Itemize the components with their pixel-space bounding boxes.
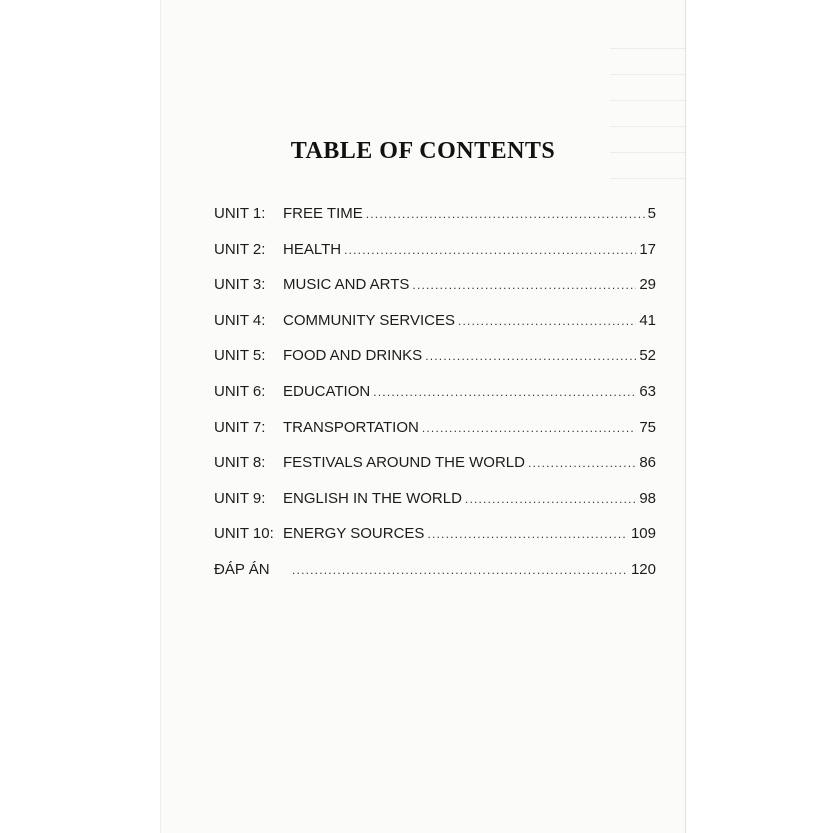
unit-title: HEALTH bbox=[283, 240, 342, 258]
unit-number: ĐÁP ÁN bbox=[214, 560, 270, 578]
page-number: 63 bbox=[639, 382, 656, 400]
page-title: TABLE OF CONTENTS bbox=[290, 138, 556, 164]
unit-title: EDUCATION bbox=[283, 382, 371, 400]
page-number: 109 bbox=[630, 525, 656, 543]
dot-leader bbox=[528, 456, 636, 470]
dot-leader bbox=[373, 385, 636, 399]
unit-number: UNIT 8: bbox=[214, 454, 266, 472]
toc-entry-unit-4 bbox=[214, 312, 656, 348]
unit-title: FOOD AND DRINKS bbox=[283, 347, 423, 365]
page-number: 75 bbox=[639, 418, 656, 436]
dot-leader bbox=[425, 349, 636, 363]
unit-title: TRANSPORTATION bbox=[283, 418, 419, 436]
page-number: 41 bbox=[639, 311, 656, 329]
unit-number: UNIT 5: bbox=[214, 347, 266, 365]
dot-leader bbox=[366, 207, 645, 221]
toc-entry-unit-5 bbox=[214, 347, 656, 383]
unit-title: ENERGY SOURCES bbox=[283, 525, 425, 543]
dot-leader bbox=[422, 421, 636, 435]
toc-entry-unit-8 bbox=[214, 454, 656, 490]
page-number: 52 bbox=[639, 347, 656, 365]
toc-entry-unit-9 bbox=[214, 490, 656, 526]
toc-entry-unit-2 bbox=[214, 241, 656, 277]
toc-entry-unit-1 bbox=[214, 205, 656, 241]
unit-number: UNIT 6: bbox=[214, 382, 266, 400]
toc-entry-unit-6 bbox=[214, 383, 656, 419]
unit-number: UNIT 4: bbox=[214, 311, 266, 329]
toc-entry-unit-7 bbox=[214, 419, 656, 455]
page-number: 5 bbox=[647, 205, 656, 222]
unit-title: ENGLISH IN THE WORLD bbox=[283, 489, 462, 507]
unit-number: UNIT 3: bbox=[214, 276, 266, 294]
toc-entry-answer-key bbox=[214, 561, 656, 597]
toc-entry-unit-10 bbox=[214, 525, 656, 561]
page-number: 120 bbox=[630, 560, 656, 578]
unit-number: UNIT 1: bbox=[214, 205, 266, 222]
unit-title: MUSIC AND ARTS bbox=[283, 276, 410, 294]
page-number: 98 bbox=[639, 489, 656, 507]
unit-title: FESTIVALS AROUND THE WORLD bbox=[283, 454, 525, 472]
page-number: 29 bbox=[639, 276, 656, 294]
table-of-contents bbox=[214, 205, 656, 597]
unit-number: UNIT 9: bbox=[214, 489, 266, 507]
unit-number: UNIT 10: bbox=[214, 525, 274, 543]
dot-leader bbox=[465, 492, 636, 506]
dot-leader bbox=[427, 527, 628, 541]
show-through-text bbox=[610, 30, 686, 200]
unit-number: UNIT 2: bbox=[214, 240, 266, 258]
dot-leader bbox=[458, 314, 636, 328]
dot-leader bbox=[292, 563, 628, 577]
page-number: 86 bbox=[639, 454, 656, 472]
dot-leader bbox=[344, 243, 636, 257]
unit-title: FREE TIME bbox=[283, 205, 363, 222]
toc-entry-unit-3 bbox=[214, 276, 656, 312]
unit-number: UNIT 7: bbox=[214, 418, 266, 436]
unit-title: COMMUNITY SERVICES bbox=[283, 311, 455, 329]
page-number: 17 bbox=[639, 240, 656, 258]
dot-leader bbox=[412, 278, 636, 292]
